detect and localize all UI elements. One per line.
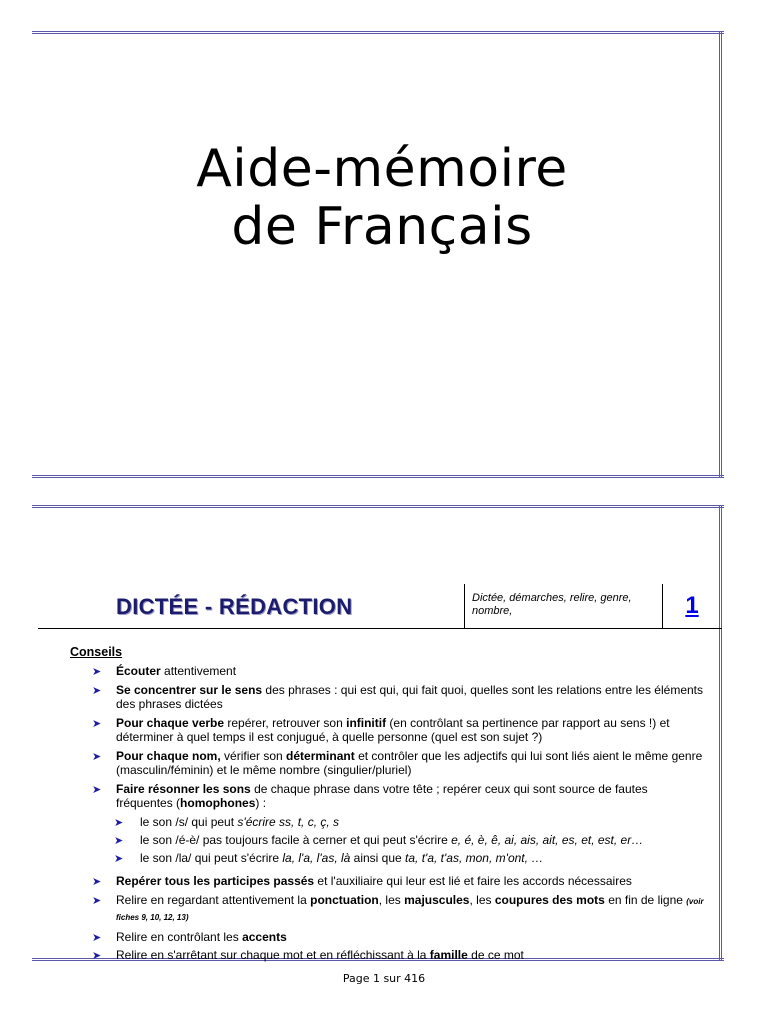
fiche-reference: (voir fiches 9, 10, 12, 13): [116, 897, 704, 922]
arrow-bullet-icon: ➤: [92, 784, 102, 796]
sheet-border-top: [32, 505, 724, 508]
sheet-heading: DICTÉE - RÉDACTION: [116, 594, 353, 619]
list-item: ➤ Repérer tous les participes passés et l'auxiliaire qui leur est lié et faire les accords nécessaires: [92, 874, 632, 888]
list-item: ➤ Relire en s'arrêtant sur chaque mot et en réfléchissant à la famille de ce mot: [92, 948, 524, 962]
advice-list: [92, 664, 706, 967]
list-item: ➤ Se concentrer sur le sens des phrases : qui est qui, qui fait quoi, quelles sont les relations entre les éléments des phrases dictées: [92, 683, 703, 711]
sheet-keywords: Dictée, démarches, relire, genre, nombre,: [472, 592, 632, 617]
cover-border-top: [32, 31, 724, 34]
arrow-bullet-icon: ➤: [114, 835, 124, 847]
page-footer: Page 1 sur 416: [342, 972, 426, 985]
arrow-bullet-icon: ➤: [92, 932, 102, 944]
arrow-bullet-icon: ➤: [92, 751, 102, 763]
list-item: ➤ Pour chaque verbe repérer, retrouver son infinitif (en contrôlant sa pertinence par rapport au sens !) et déterminer à quel temps il est conjugué, à quelle personne (quel est son sujet ?): [92, 716, 670, 744]
cover-title: [40, 140, 724, 256]
cover-title-line2: de Français: [231, 197, 533, 257]
cover-title-line1: Aide-mémoire: [196, 139, 568, 199]
sub-list-item: ➤ le son /la/ qui peut s'écrire la, l'a, l'as, là ainsi que ta, t'a, t'as, mon, m'ont, …: [114, 851, 544, 865]
arrow-bullet-icon: ➤: [92, 895, 102, 907]
arrow-bullet-icon: ➤: [92, 950, 102, 962]
arrow-bullet-icon: ➤: [114, 853, 124, 865]
arrow-bullet-icon: ➤: [92, 685, 102, 697]
sub-list-item: ➤ le son /s/ qui peut s'écrire ss, t, c, ç, s: [114, 815, 340, 829]
arrow-bullet-icon: ➤: [92, 876, 102, 888]
list-item: ➤ Relire en contrôlant les accents: [92, 930, 287, 944]
sheet-number-link[interactable]: 1: [685, 592, 699, 619]
header-divider-2: [662, 584, 663, 629]
arrow-bullet-icon: ➤: [92, 718, 102, 730]
arrow-bullet-icon: ➤: [114, 817, 124, 829]
list-item: ➤ Relire en regardant attentivement la ponctuation, les majuscules, les coupures des mots en fin de ligne (voir fiches 9, 10, 12, 13): [92, 893, 704, 922]
cover-border-bottom: [32, 475, 724, 478]
sub-list-item: ➤ le son /é-è/ pas toujours facile à cerner et qui peut s'écrire e, é, è, ê, ai, ais, ait, es, et, est, er…: [114, 833, 644, 847]
header-underline: [38, 628, 722, 629]
list-item: ➤ Pour chaque nom, vérifier son déterminant et contrôler que les adjectifs qui lui sont liés aient le même genre (masculin/féminin) et le même nombre (singulier/pluriel): [92, 749, 703, 777]
list-item: ➤ Faire résonner les sons de chaque phrase dans votre tête ; repérer ceux qui sont source de fautes fréquentes (homophones) :: [92, 782, 648, 810]
list-item: ➤ Écouter attentivement: [92, 664, 237, 678]
header-divider-1: [464, 584, 465, 629]
arrow-bullet-icon: ➤: [92, 666, 102, 678]
sheet-border-right: [719, 505, 722, 961]
section-label: Conseils: [70, 645, 123, 659]
